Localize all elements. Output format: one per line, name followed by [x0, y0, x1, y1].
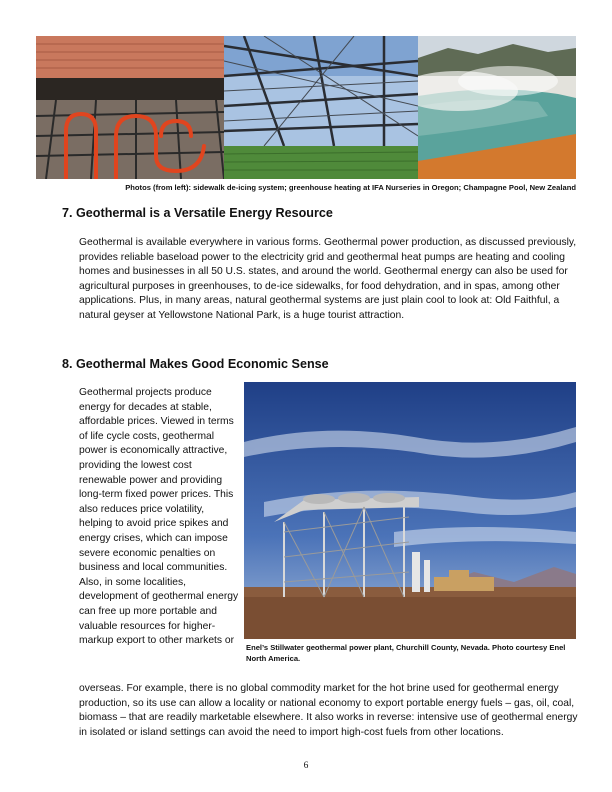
section-7-body: Geothermal is available everywhere in various forms. Geothermal power production, as discussed previously, provides reliable baseload power to the electricity grid and geothermal heat pumps are heating and cooling homes and businesses in all 50 U.S. states, and around the world. Geothermal energy can also be used for agricultural purposes in greenhouses, to de-ice sidewalks, for food dehydration, and in spas, among other applications. Plus, in many areas, natural geothermal systems are just plain cool to look at: Old Faithful, a natural geyser at Yellowstone National Park, is a huge tourist attraction.: [79, 237, 577, 321]
section-8-heading: 8. Geothermal Makes Good Economic Sense: [62, 357, 329, 371]
photo-strip-caption: Photos (from left): sidewalk de-icing system; greenhouse heating at IFA Nurseries in Oregon; Champagne Pool, New Zealand: [125, 183, 576, 192]
photo-strip: [36, 36, 576, 179]
plant-photo-caption: Enel’s Stillwater geothermal power plant, Churchill County, Nevada. Photo courtesy Enel North America.: [246, 643, 566, 663]
stillwater-plant-photo: [244, 382, 576, 639]
sidewalk-deicing-photo: [36, 36, 224, 179]
page-number: 6: [303, 761, 309, 771]
section-8-body-full: overseas. For example, there is no global commodity market for the hot brine used for geothermal energy production, so its use can allow a locality or national economy to export portable energy fuels – gas, oil, coal, biomass – that are readily marketable elsewhere. It also works in reverse: intensive use of geothermal energy in isolated or island settings can avoid the need to import high-cost fuels from other locations.: [79, 683, 578, 738]
champagne-pool-photo: [418, 36, 576, 179]
section-7-heading: 7. Geothermal is a Versatile Energy Resource: [62, 206, 333, 220]
greenhouse-heating-photo: [224, 36, 418, 179]
section-8-body-wrapped: Geothermal projects produce energy for decades at stable, affordable prices. Viewed in terms of life cycle costs, geothermal power is economically attractive, providing the lowest cost renewable power and providing long-term fixed power prices. This also reduces price volatility, helping to avoid price spikes and energy crises, which can impose severe economic penalties on business and local communities. Also, in some localities, development of geothermal energy can free up more portable and valuable resources for higher-markup export to other markets or: [79, 387, 239, 647]
